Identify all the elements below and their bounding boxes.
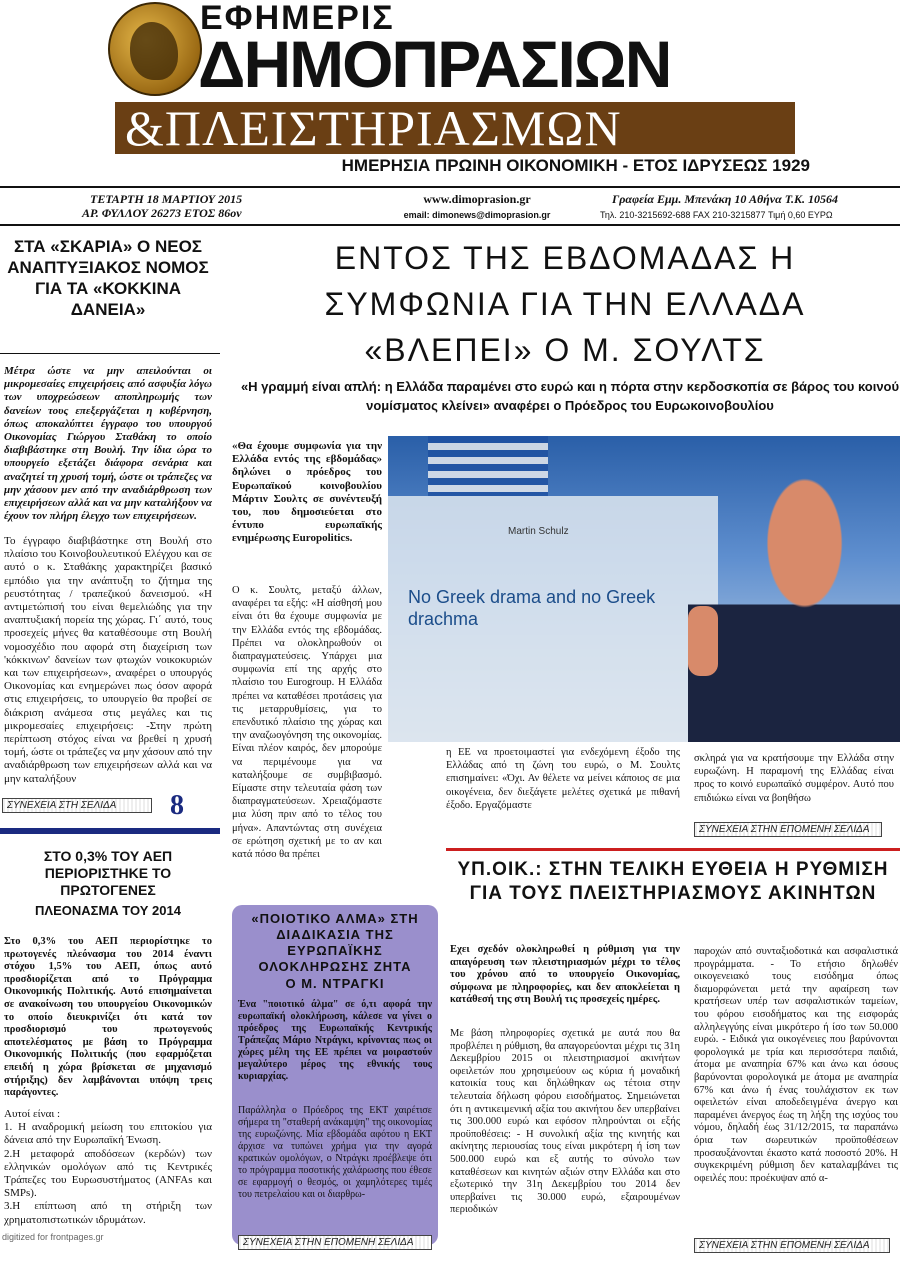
main-headline (230, 235, 900, 373)
left-continued-label[interactable]: ΣΥΝΕΧΕΙΑ ΣΤΗ ΣΕΛΙΔΑ (2, 798, 152, 813)
surplus-list-item: 1. Η αναδρομική μείωση του επιτοκίου για δάνεια από την Ευρωπαϊκή Ένωση. (4, 1121, 212, 1147)
main-col2-body: η ΕΕ να προετοιμαστεί για ενδεχόμενη έξοδο της Ελλάδας από τη ζώνη του ευρώ, ο Μ. Σουλτς επισημαίνει: «Όχι. Αν θέλετε να μείνει κάποιος σε μια οικογένεια, δεν διεξάγετε μελέτες σχετικά με πιθανή έξοδο. Εργαζόμαστε (446, 747, 680, 811)
masthead-tagline: ΗΜΕΡΗΣΙΑ ΠΡΩΙΝΗ ΟΙΚΟΝΟΜΙΚΗ - ΕΤΟΣ ΙΔΡΥΣΕΩΣ 1929 (341, 156, 810, 175)
left-article-title: ΣΤΑ «ΣΚΑΡΙΑ» Ο ΝΕΟΣ ΑΝΑΠΤΥΞΙΑΚΟΣ ΝΟΜΟΣ ΓΙΑ ΤΑ «ΚΟΚΚΙΝΑ ΔΑΝΕΙΑ» (7, 237, 209, 319)
footer-watermark: digitized for frontpages.gr (2, 1232, 104, 1242)
auction-title: ΥΠ.ΟΙΚ.: ΣΤΗΝ ΤΕΛΙΚΗ ΕΥΘΕΙΑ Η ΡΥΘΜΙΣΗ ΓΙΑ ΤΟΥΣ ΠΛΕΙΣΤΗΡΙΑΣΜΟΥΣ ΑΚΙΝΗΤΩΝ (457, 859, 889, 904)
speaker-figure (688, 436, 900, 742)
photo-caption: No Greek drama and no Greek drachma (408, 587, 656, 629)
masthead-top: ΕΦΗΜΕΡΙΣ (200, 0, 395, 37)
masthead-title: ΔΗΜΟΠΡΑΣΙΩΝ (198, 27, 671, 101)
coin-logo (108, 2, 202, 96)
email-link[interactable]: email: dimonews@dimoprasion.gr (403, 210, 551, 220)
main-headline-line: ΕΝΤΟΣ ΤΗΣ ΕΒΔΟΜΑΔΑΣ Η (334, 240, 796, 276)
auction-col2-body: παροχών από συνταξιοδοτικά και ασφαλιστικά προγράμματα. - Το ετήσιο δηλωθέν οικογενειακό τους εισόδημα όπως διαμορφώνεται μετά την αφαίρεση των κρατήσεων υπέρ των ασφαλιστικών ταμείων, του φόρου εισοδήματος και της εισφοράς αλληλεγγύης είναι μικρότερο ή ίσο των 50.000 ευρώ. - Ειδικά για οικογένειες που βαρύνονται φορολογικά με τρία και περισσότερα παιδιά, άτομα με αναπηρία 67% και άνω και όσους βαρύνονται φορολογικά με άτομα με αναπηρία 67% και άνω ή ένας τουλάχιστον εκ των οφειλετών είναι αποδεδειγμένα άνεργο και παραμένει άνεργος έως τη λήξη της ισχύος του νόμου, δηλαδή έως 31/12/2015, τα παραπάνω όρια των σωρευτικών προϋποθέσεων προσαυξάνονται έκαστο κατά ποσοστό 20%. Η συγκεκριμένη ρύθμιση δεν καταλαμβάνει τις οφειλές που: προέκυψαν από α- (694, 946, 898, 1184)
website-link[interactable]: www.dimoprasion.gr (423, 192, 531, 206)
left-divider (0, 828, 220, 834)
info-rule (0, 224, 900, 226)
top-rule (0, 186, 900, 188)
raised-finger (688, 606, 718, 676)
issue-date: ΤΕΤΑΡΤΗ 18 ΜΑΡΤΙΟΥ 2015 (90, 192, 243, 206)
draghi-body: Παράλληλα ο Πρόεδρος της ΕΚΤ χαιρέτισε σήμερα τη "σταθερή ανάκαμψη" της οικονομίας της ευρωζώνης. Μία εβδομάδα αφότου η ΕΚΤ άρχισε να τυπώνει χρήμα για την αγορά κρατικών ομολόγων, ο Ντράγκι προέβλεψε ότι το πρόγραμμα ποσοτικής χαλάρωσης που έθεσε σε εφαρμογή ο θεσμός, οι χαμηλότερες τιμές του πετρελαίου και οι διαρθρω- (238, 1105, 432, 1200)
surplus-list (4, 1108, 212, 1226)
photo-name-label: Martin Schulz (508, 526, 569, 537)
main-col1-body: Ο κ. Σουλτς, μεταξύ άλλων, αναφέρει τα εξής: «Η αίσθησή μου είναι ότι θα έχουμε συμφωνία με την Ελλάδα εντός της εβδομάδας. Πρέπει να ολοκληρωθούν οι διαπραγματεύσεις. Υπάρχει μια συμφωνία επί της αρχής στο πλαίσιο του Eurogroup. Η Ελλάδα πρέπει να καταθέσει προτάσεις για τις μεταρρυθμίσεις, για το επενδυτικό πλαίσιο της χώρας και την αναζωογόνηση της οικονομίας. Είναι πλέον καιρός, δεν μπορούμε να περιμένουμε για να καταλήξουμε σε συμβιβασμό. Είμαστε στην τελευταία φάση των διαπραγματεύσεων. Χρειαζόμαστε μια λύση πριν από το τέλος του μήνα». Απαντώντας στη συνέχεια σε ερώτηση σχετική με το αν και κατά πόσο θα πρέπει (232, 585, 382, 861)
surplus-lead: Στο 0,3% του ΑΕΠ περιορίστηκε το πρωτογενές πλεόνασμα του 2014 έναντι στόχου 1,5% του ΑΕΠ, όπως αυτό προσδιορίζεται από το Πρόγραμμα Οικονομικής Πολιτικής. Αυτό επισημαίνεται σε ανακοίνωση του υπουργείου Οικονομικών το οποίο διευκρινίζει ότι κατά τον προσδιορισμό του πρωτογενούς αποτελέσματος με βάση το Πρόγραμμα Οικονομικής Πολιτικής (που εφαρμόζεται επειδή η χώρα βρίσκεται σε μηχανισμό στήριξης) δεν λαμβάνονται υπόψη τρεις παράγοντες. (4, 936, 212, 1099)
surplus-title: ΣΤΟ 0,3% ΤΟΥ ΑΕΠ ΠΕΡΙΟΡΙΣΤΗΚΕ ΤΟ ΠΡΩΤΟΓΕΝΕΣ (43, 848, 173, 898)
main-headline-line: «ΒΛΕΠΕΙ» Ο Μ. ΣΟΥΛΤΣ (364, 332, 766, 368)
schulz-photo (388, 436, 900, 742)
left-continued-page[interactable]: 8 (170, 790, 184, 821)
draghi-box (232, 905, 438, 1248)
main-col1-lead: «Θα έχουμε συμφωνία για την Ελλάδα εντός της εβδομάδας» δηλώνει ο πρόεδρος του Ευρωπαϊκού κοινοβουλίου Μάρτιν Σουλτς σε συνέντευξή του, που δημοσιεύεται στο έντυπο ευρωπαϊκής ενημέρωσης Europolitics. (232, 440, 382, 545)
draghi-title: «ΠΟΙΟΤΙΚΟ ΑΛΜΑ» ΣΤΗ ΔΙΑΔΙΚΑΣΙΑ ΤΗΣ ΕΥΡΩΠΑΪΚΗΣ ΟΛΟΚΛΗΡΩΣΗΣ ΖΗΤΑ (251, 911, 419, 974)
surplus-subtitle: ΠΛΕΟΝΑΣΜΑ ΤΟΥ 2014 (35, 903, 181, 918)
left-title-rule (0, 353, 220, 354)
main-lead: «Η γραμμή είναι απλή: η Ελλάδα παραμένει στο ευρώ και η πόρτα στην κερδοσκοπία σε βάρος του κοινού νομίσματος κλείνει» αναφέρει ο Πρόεδρος του Ευρωκοινοβουλίου (240, 379, 900, 413)
office-address: Γραφεία Εμμ. Μπενάκη 10 Αθήνα Τ.Κ. 10564 (612, 192, 838, 206)
draghi-lead: Ένα "ποιοτικό άλμα" σε ό,τι αφορά την ευρωπαϊκή ολοκλήρωση, κάλεσε να γίνει ο πρόεδρος της Ευρωπαϊκής Κεντρικής Τράπεζας Μάριο Ντράγκι, κρίνοντας πως οι χώρες μέλη της ΕΕ πρέπει να μοιραστούν μεγαλύτερο μέρος της εθνικής τους κυριαρχίας. (238, 999, 432, 1082)
draghi-continued-label[interactable]: ΣΥΝΕΧΕΙΑ ΣΤΗΝ ΕΠΟΜΕΝΗ ΣΕΛΙΔΑ (238, 1235, 432, 1250)
issue-number: ΑΡ. ΦΥΛΛΟΥ 26273 ΕΤΟΣ 86ον (82, 206, 242, 220)
left-article-body: Το έγγραφο διαβιβάστηκε στη Βουλή στο πλαίσιο του Κοινοβουλευτικού Ελέγχου και σε αυτό ο κ. Σταθάκης χαρακτηρίζει βασικό εμπόδιο για την ανάπτυξη το ζήτημα της ρευστότητας / τραπεζικού δανεισμού. «Η αντιμετώπισή του είναι θεμελιώδης για την αναπτυξιακή πορεία της χώρας. Γι΄ αυτό, τους προσεχείς μήνες θα καταθέσουμε στη Βουλή νομοσχέδιο που αφορά στη διαχείριση των 'κόκκινων' δανείων των φτωχών νοικοκυριών και των επιχειρήσεων», αναφέρει ο υπουργός Οικονομίας και ενημερώνει πως όσον αφορά στις επιχειρήσεις, το υπουργείο θα προβεί σε διάκριση ανάμεσα στις μεγάλες και τις μικρομεσαίες επιχειρήσεις: -Στην πρώτη περίπτωση στόχος είναι να βρεθεί η χρυσή τομή, ώστε οι τράπεζες να μην χάσουν από την αναδιάρθρωση των επιχειρήσεων αλλά και να μην καταλήξουν (4, 535, 212, 785)
surplus-list-item: 3.Η επίπτωση από τη στήριξη των χρηματοπιστωτικών ιδρυμάτων. (4, 1200, 212, 1226)
auction-col1-body: Με βάση πληροφορίες σχετικά με αυτά που θα προβλέπει η ρύθμιση, θα απαγορεύονται μέχρι τις 31η Δεκεμβρίου 2015 οι πλειστηριασμοί ακινήτων οφειλετών που χρησιμεύουν ως κύρια ή μοναδική κατοικία τους και δηλώθηκαν ως τέτοια στην τελευταία δήλωση φόρου εισοδήματος. Σημειώνεται ότι η αντικειμενική αξία του ακινήτου δεν υπερβαίνει τις 300.000 ευρώ και εφόσον πληρούνται οι εξής προϋποθέσεις: - Η συνολική αξία της κινητής και ακίνητης περιουσίας τους είναι μικρότερη ή ίση των 500.000 ευρώ και εξ αυτής το σύνολο των καταθέσεων και κινητών αξιών στην Ελλάδα και στο εξωτερικό την 31η Δεκεμβρίου του 2014 δεν υπερβαίνει τις 30.000 ευρώ, εξαιρουμένων περιοδικών (450, 1028, 680, 1216)
masthead-subtitle: &ΠΛΕΙΣΤΗΡΙΑΣΜΩΝ (125, 100, 622, 156)
draghi-subtitle: Ο Μ. ΝΤΡΑΓΚΙ (285, 976, 385, 991)
contact-phones: Τηλ. 210-3215692-688 FAX 210-3215877 Τιμή 0,60 ΕΥΡΩ (600, 210, 833, 220)
auction-continued-label[interactable]: ΣΥΝΕΧΕΙΑ ΣΤΗΝ ΕΠΟΜΕΝΗ ΣΕΛΙΔΑ (694, 1238, 890, 1253)
main-headline-line: ΣΥΜΦΩΝΙΑ ΓΙΑ ΤΗΝ ΕΛΛΑΔΑ (324, 286, 806, 322)
main-continued-label[interactable]: ΣΥΝΕΧΕΙΑ ΣΤΗΝ ΕΠΟΜΕΝΗ ΣΕΛΙΔΑ (694, 822, 882, 837)
surplus-list-item: Αυτοί είναι : (4, 1108, 61, 1120)
flag-graphic (428, 436, 548, 496)
left-article-lead: Μέτρα ώστε να μην απειλούνται οι μικρομεσαίες επιχειρήσεις από ασφυξία λόγω των υποχρεώσεων αποπληρωμής των δανείων τους επεξεργάζεται η κυβέρνηση, όπως αποκαλύπτει έγγραφο του υπουργού Οικονομίας Γιώργου Σταθάκη το οποίο διαβιβάστηκε στη Βουλή. Την ίδια ώρα το υπουργείο εξετάζει διάφορα σενάρια και αναζητεί τη χρυσή τομή, ώστε οι τράπεζες να μην χάσουν μεν από την αναδιάρθρωση των επιχειρήσεων αλλά και να μην καταλήξουν να έχουν τον πλήρη έλεγχο των επιχειρήσεων. (4, 365, 212, 523)
main-col3-body: σκληρά για να κρατήσουμε την Ελλάδα στην ευρωζώνη. Η παραμονή της Ελλάδας είναι προς το κοινό ευρωπαϊκό συμφέρον. Αυτό που επιδιώκω είναι να βοηθήσω (694, 753, 894, 804)
surplus-list-item: 2.Η μεταφορά αποδόσεων (κερδών) των ελληνικών ομολόγων από τις Κεντρικές Τράπεζες του Ευρωσυστήματος (ANFAs και SMPs). (4, 1147, 212, 1200)
auction-lead: Εχει σχεδόν ολοκληρωθεί η ρύθμιση για την απαγόρευση των πλειστηριασμών μέχρι το τέλος του χρόνου από το υπουργείο Οικονομίας, σύμφωνα με πληροφορίες, και δεν αποκλείεται η κατάθεσή της στη Βουλή τις προσεχείς ημέρες. (450, 944, 680, 1006)
red-divider (446, 848, 900, 851)
